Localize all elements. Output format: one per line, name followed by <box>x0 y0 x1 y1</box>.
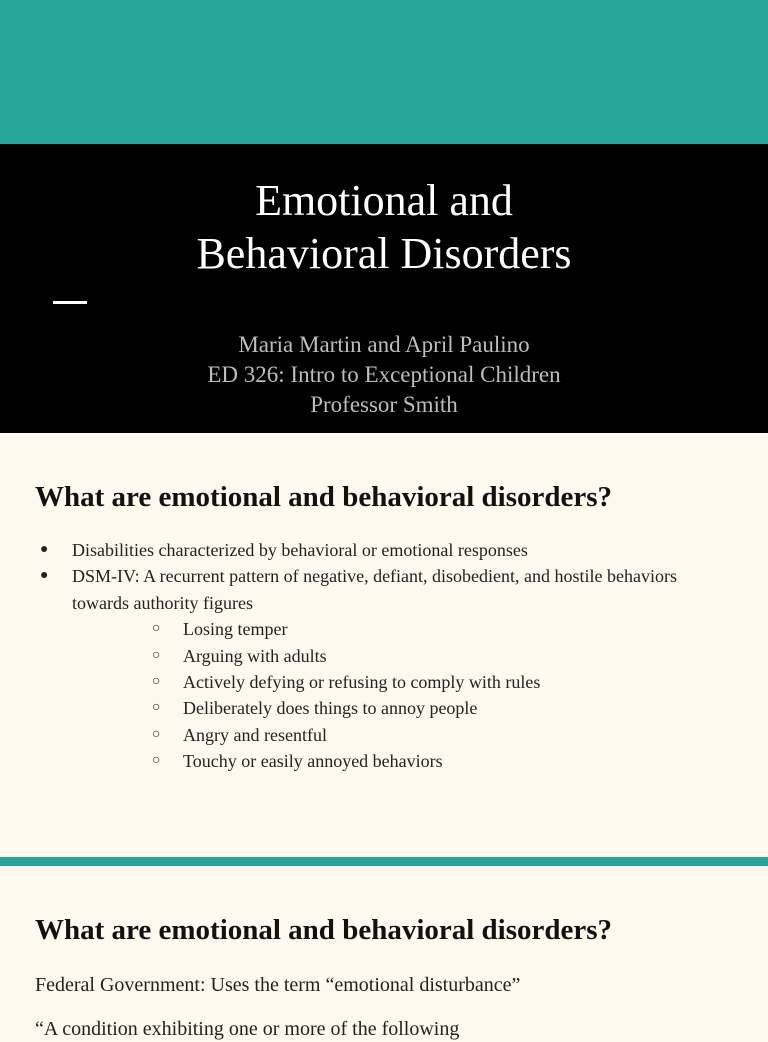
bullet-list <box>0 537 768 775</box>
list-item: ● DSM-IV: A recurrent pattern of negative, defiant, disobedient, and hostile behaviors towards authority figures ○ Losing temper ○ Arguing with adults ○ Actively defying or refusing to comply with rules ○ Deliberately does things to annoy people ○ Angry and resentful ○ Touchy or easily annoyed behaviors <box>0 563 768 774</box>
hollow-bullet-icon: ○ <box>152 621 161 637</box>
list-item: ● Disabilities characterized by behavioral or emotional responses <box>0 537 768 563</box>
slide-title-line2: Behavioral Disorders <box>196 229 572 278</box>
professor: Professor Smith <box>310 392 458 417</box>
sub-list-item: ○ Angry and resentful <box>72 722 708 748</box>
hollow-bullet-icon: ○ <box>152 647 161 663</box>
bullet-icon: ● <box>40 568 49 584</box>
title-slide <box>0 144 768 433</box>
sub-bullet-list <box>72 616 708 774</box>
federal-heading: What are emotional and behavioral disorders? <box>35 914 613 946</box>
bullet-icon: ● <box>40 542 49 557</box>
course: ED 326: Intro to Exceptional Children <box>207 362 561 387</box>
federal-quote-text: “A condition exhibiting one or more of the following <box>35 1018 460 1040</box>
federal-definition-slide <box>0 866 768 1040</box>
hollow-bullet-icon: ○ <box>152 700 161 716</box>
sub-list-item: ○ Arguing with adults <box>72 643 708 669</box>
authors: Maria Martin and April Paulino <box>238 332 530 357</box>
sub-list-item: ○ Actively defying or refusing to comply with rules <box>72 669 708 695</box>
hollow-bullet-icon: ○ <box>152 674 161 690</box>
slide-divider <box>0 857 768 866</box>
hollow-bullet-icon: ○ <box>152 726 161 742</box>
sub-list-item: ○ Touchy or easily annoyed behaviors <box>72 748 708 774</box>
slide-title <box>0 174 768 280</box>
sub-list-item: ○ Deliberately does things to annoy people <box>72 695 708 721</box>
sub-list-item: ○ Losing temper <box>72 616 708 642</box>
title-dash-divider <box>53 301 87 304</box>
slide-subtitle <box>0 330 768 420</box>
definition-slide <box>0 433 768 857</box>
hollow-bullet-icon: ○ <box>152 753 161 769</box>
slide-title-line1: Emotional and <box>255 176 513 225</box>
federal-body-text: Federal Government: Uses the term “emotional disturbance” <box>35 974 521 996</box>
top-teal-band <box>0 0 768 144</box>
definition-heading: What are emotional and behavioral disorders? <box>35 481 613 513</box>
